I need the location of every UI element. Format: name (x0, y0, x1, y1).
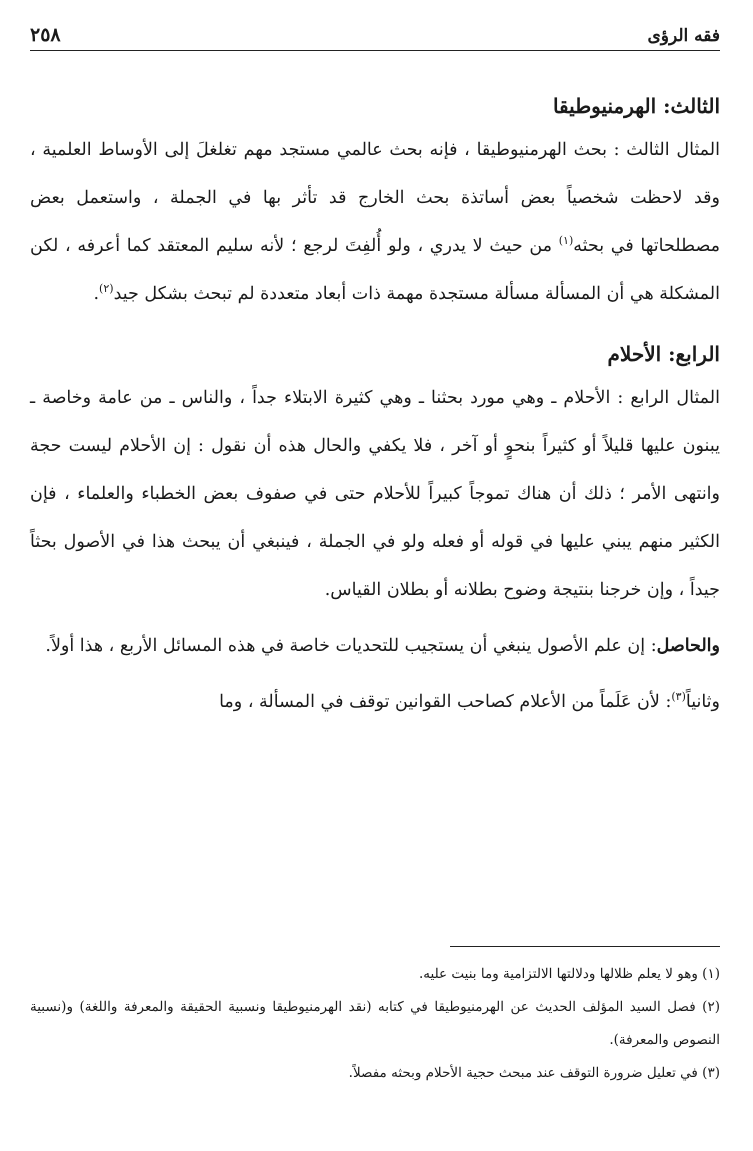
paragraph-second (30, 678, 720, 726)
paragraph-text: من حيث لا يدري ، ولو أُلفِتَ لرجع ؛ لأنه سليم المعتقد كما أعرفه ، لكن المشكلة هي أن المسألة مسألة مستجدة مهمة ذات أبعاد متعددة لم تبحث بشكل جيد (30, 236, 720, 304)
paragraph-dreams: المثال الرابع : الأحلام ـ وهي مورد بحثنا ـ وهي كثيرة الابتلاء جداً ، والناس ـ من عامة وخاصة ـ يبنون عليها قليلاً أو كثيراً بنحوٍ أو آخر ، فلا يكفي والحال هذه أن نقول : إن الأحلام ليست حجة وانتهى الأمر ؛ ذلك أن هناك تموجاً كبيراً للأحلام حتى في صفوف بعض الخطباء والعلماء ، فإن الكثير منهم يبني عليها في قوله أو فعله ولو في الجملة ، فينبغي أن يبحث هذا في الأصول بحثاً جيداً ، وإن خرجنا بنتيجة وضوح بطلانه أو بطلان القياس. (30, 388, 720, 600)
section-heading-dreams: الرابع: الأحلام (607, 342, 720, 366)
header-rule (30, 50, 720, 51)
footnote-ref-1[interactable]: (١) (558, 234, 574, 248)
paragraph-text: : إن علم الأصول ينبغي أن يستجيب للتحديات خاصة في هذه المسائل الأربع ، هذا أولاً. (45, 636, 657, 656)
paragraph-text: . (93, 284, 100, 304)
footnote-separator (450, 946, 720, 947)
book-page (30, 0, 720, 1151)
section-heading-hermeneutics: الثالث: الهرمنيوطيقا (552, 94, 720, 118)
footnote-ref-2[interactable]: (٢) (99, 282, 114, 296)
footnote-ref-3[interactable]: (٣) (671, 690, 686, 704)
main-content (30, 86, 720, 726)
footnote-3: (٣) في تعليل ضرورة التوقف عند مبحث حجية الأحلام وبحثه مفصلاً. (348, 1065, 720, 1081)
footnotes (30, 958, 720, 1090)
conclusion-lead: والحاصل (656, 636, 720, 656)
running-head (30, 16, 720, 46)
paragraph-conclusion (30, 622, 720, 670)
paragraph-hermeneutics (30, 126, 720, 318)
paragraph-text: المثال الثالث : بحث الهرمنيوطيقا ، فإنه بحث عالمي مستجد مهم تغلغلَ إلى الأوساط العلمية ، وقد لاحظت شخصياً بعض أساتذة بحث الخارج قد تأثر بها في الجملة ، واستعمل بعض مصطلحاتها في بحثه (30, 140, 720, 256)
second-lead: وثانياً (685, 692, 720, 712)
footnote-1: (١) وهو لا يعلم ظلالها ودلالتها الالتزامية وما بنيت عليه. (418, 966, 720, 982)
page-number: ٢٥٨ (30, 24, 61, 46)
paragraph-text: : لأن عَلَماً من الأعلام كصاحب القوانين توقف في المسألة ، وما (219, 692, 672, 712)
footnote-2: (٢) فصل السيد المؤلف الحديث عن الهرمنيوطيقا في كتابه (نقد الهرمنيوطيقا ونسبية الحقيقة والمعرفة واللغة) و(نسبية النصوص والمعرفة). (30, 999, 720, 1048)
book-title: فقه الرؤى (647, 26, 720, 46)
